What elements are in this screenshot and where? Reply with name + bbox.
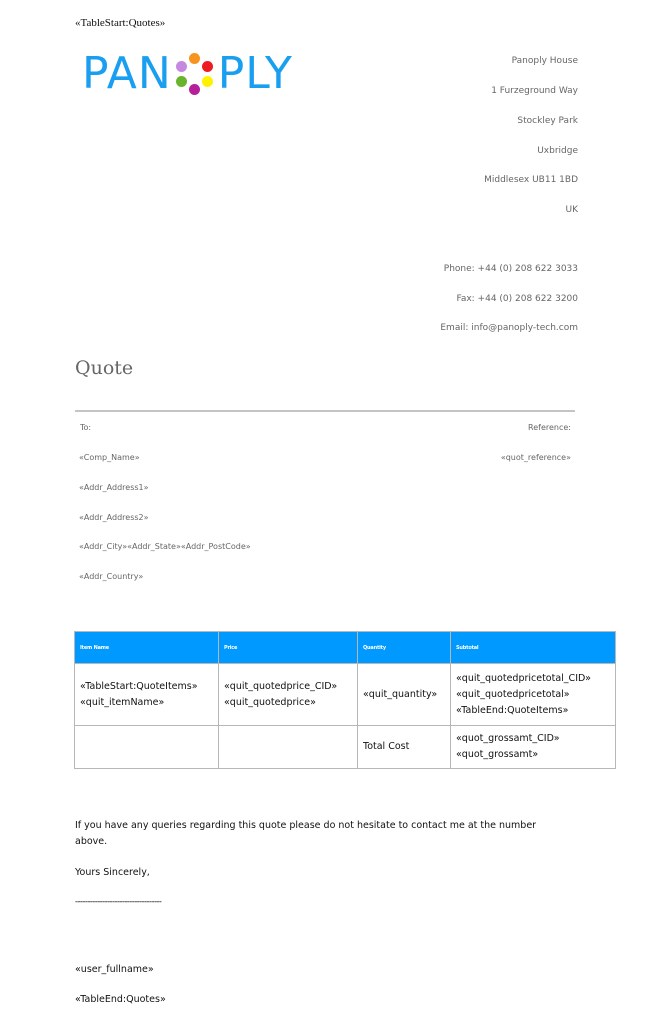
recipient-address2: «Addr_Address2» <box>79 513 149 522</box>
cell-subtotal <box>451 664 616 726</box>
logo-text-left: PAN <box>82 48 172 99</box>
column-header-price: Price <box>219 632 358 664</box>
signature-line: ----------------------------------- <box>75 897 162 907</box>
cell-price <box>219 664 358 726</box>
email-text: Email: info@panoply-tech.com <box>440 323 578 333</box>
cell-line: «TableStart:QuoteItems» <box>80 680 198 692</box>
user-fullname-field: «user_fullname» <box>75 964 154 975</box>
cell-total <box>451 726 616 769</box>
address-line: Uxbridge <box>537 146 578 156</box>
column-header-item-name: Item Name <box>75 632 219 664</box>
panoply-logo <box>82 50 342 98</box>
divider <box>75 410 575 412</box>
recipient-country: «Addr_Country» <box>79 572 144 581</box>
logo-text-right: PLY <box>217 48 293 99</box>
sign-off: Yours Sincerely, <box>75 867 150 878</box>
cell-quantity: «quit_quantity» <box>358 664 451 726</box>
column-header-subtotal: Subtotal <box>451 632 616 664</box>
logo-dot-magenta <box>189 84 200 95</box>
recipient-city-state-post: «Addr_City»«Addr_State»«Addr_PostCode» <box>79 542 251 551</box>
address-line: 1 Furzeground Way <box>491 86 578 96</box>
cell-line: «quot_grossamt» <box>456 749 539 760</box>
logo-dot-red <box>202 61 213 72</box>
table-header-row <box>75 632 616 664</box>
table-start-quotes-field: «TableStart:Quotes» <box>75 17 166 29</box>
cell-line: «quit_quotedprice_CID» <box>224 680 338 692</box>
cell-line: «quit_quotedpricetotal_CID» <box>456 672 591 684</box>
logo-dot-lavender <box>176 61 187 72</box>
cell-line: «quot_grossamt_CID» <box>456 733 560 744</box>
cell-line: «TableEnd:QuoteItems» <box>456 704 569 716</box>
recipient-company: «Comp_Name» <box>79 453 140 462</box>
cell-line: «quit_itemName» <box>80 696 165 708</box>
address-line: Middlesex UB11 1BD <box>484 175 578 185</box>
logo-dots-icon <box>173 52 217 96</box>
page-title: Quote <box>75 357 134 379</box>
recipient-address1: «Addr_Address1» <box>79 483 149 492</box>
reference-label: Reference: <box>528 423 571 432</box>
cell-price-empty <box>219 726 358 769</box>
total-cost-label: Total Cost <box>358 726 451 769</box>
cell-item-name-empty <box>75 726 219 769</box>
to-label: To: <box>80 423 92 432</box>
cell-item-name <box>75 664 219 726</box>
address-line: Stockley Park <box>517 116 578 126</box>
column-header-quantity: Quantity <box>358 632 451 664</box>
address-line: Panoply House <box>511 56 578 66</box>
cell-line: «quit_quotedpricetotal» <box>456 688 570 700</box>
phone-text: Phone: +44 (0) 208 622 3033 <box>443 264 578 274</box>
logo-dot-yellow <box>202 76 213 87</box>
table-row <box>75 664 616 726</box>
logo-dot-orange <box>189 53 200 64</box>
table-end-quotes-field: «TableEnd:Quotes» <box>75 994 166 1005</box>
queries-paragraph: If you have any queries regarding this quote please do not hesitate to contact me at the number above. <box>75 820 537 847</box>
address-line: UK <box>565 205 578 215</box>
table-row-total <box>75 726 616 769</box>
cell-line: «quit_quotedprice» <box>224 696 316 708</box>
quote-items-table <box>74 631 616 769</box>
reference-value: «quot_reference» <box>500 453 571 462</box>
fax-text: Fax: +44 (0) 208 622 3200 <box>456 294 578 304</box>
logo-dot-green <box>176 76 187 87</box>
